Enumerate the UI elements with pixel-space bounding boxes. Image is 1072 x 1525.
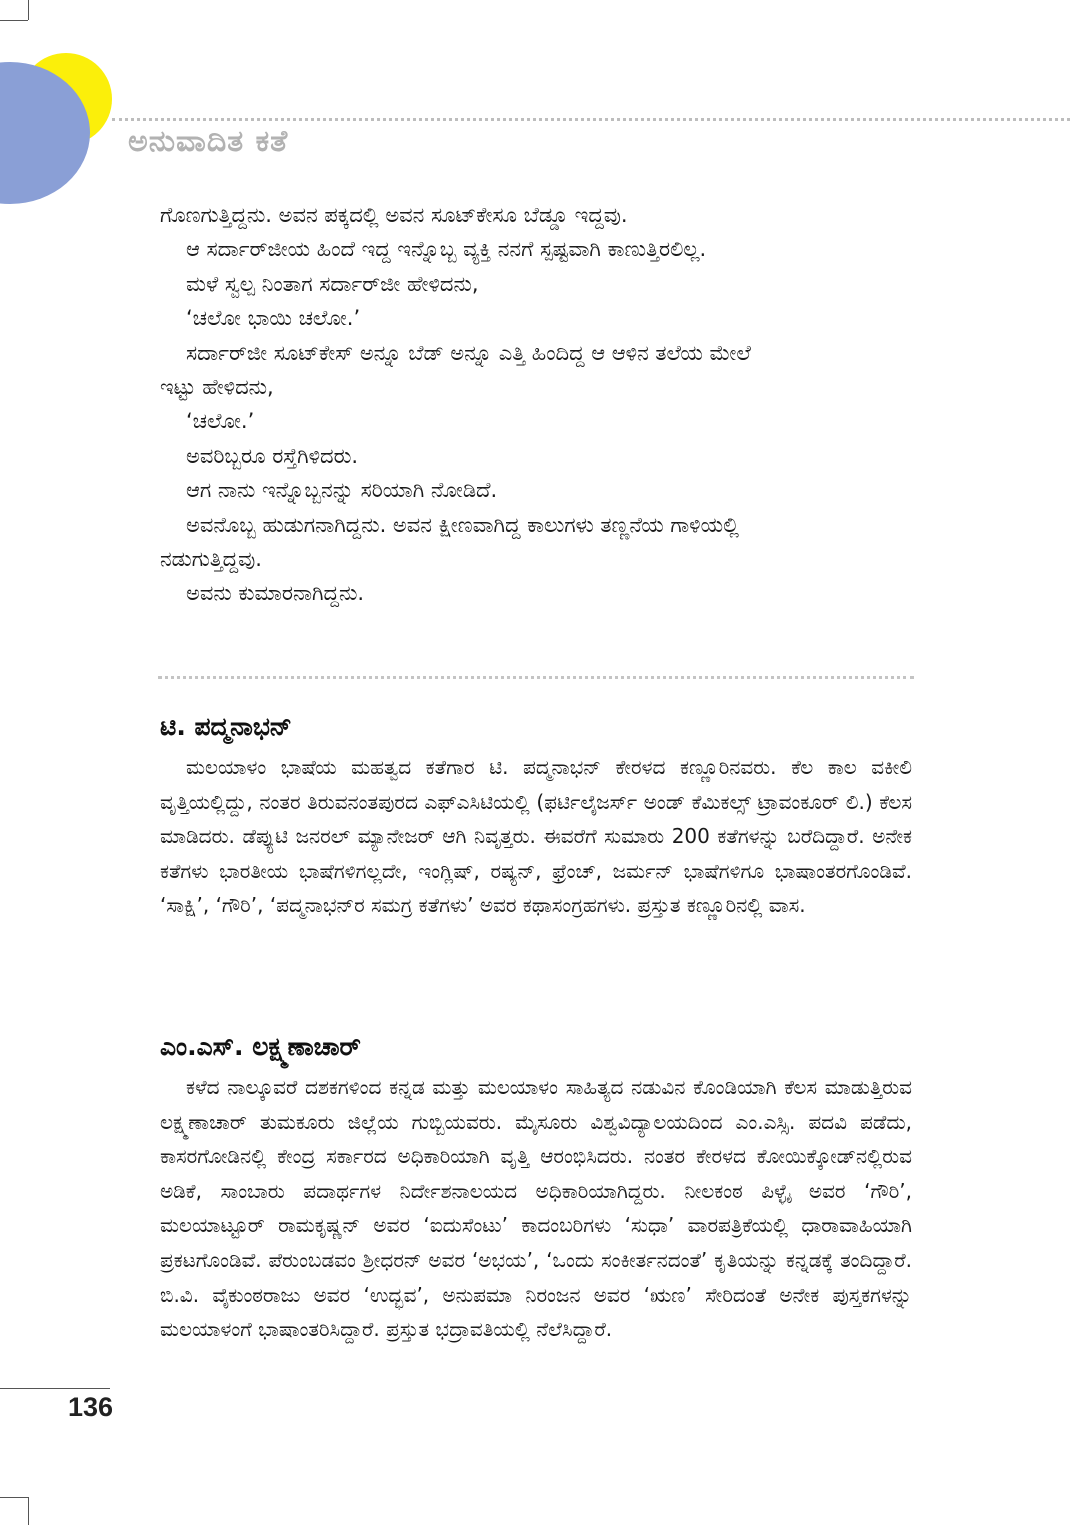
crop-mark-bottom-horizontal bbox=[0, 1497, 28, 1498]
story-paragraph: ಆ ಸರ್ದಾರ್‌ಜೀಯ ಹಿಂದೆ ಇದ್ದ ಇನ್ನೊಬ್ಬ ವ್ಯಕ್ತಿ ನನಗೆ ಸ್ಪಷ್ಟವಾಗಿ ಕಾಣುತ್ತಿರಲಿಲ್ಲ. bbox=[186, 237, 707, 262]
story-paragraph: ‘ಚಲೋ.’ bbox=[186, 409, 255, 434]
crop-mark-bottom-vertical bbox=[28, 1497, 29, 1525]
section-divider-dotted bbox=[158, 676, 914, 679]
story-paragraph: ಇಟ್ಟು ಹೇಳಿದನು, bbox=[160, 375, 274, 400]
story-paragraph: ಅವನು ಕುಮಾರನಾಗಿದ್ದನು. bbox=[186, 581, 365, 606]
author-heading-padmanabhan: ಟಿ. ಪದ್ಮನಾಭನ್ bbox=[160, 712, 292, 741]
crop-mark-top-horizontal bbox=[0, 20, 28, 21]
author-bio-padmanabhan: ಮಲಯಾಳಂ ಭಾಷೆಯ ಮಹತ್ವದ ಕತೆಗಾರ ಟಿ. ಪದ್ಮನಾಭನ್ ಕೇರಳದ ಕಣ್ಣೂರಿನವರು. ಕೆಲ ಕಾಲ ವಕೀಲಿ ವೃತ್ತಿಯಲ್ಲಿದ್ದು, ನಂತರ ತಿರುವನಂತಪುರದ ಎಫ್‌ಎಸಿಟಿಯಲ್ಲಿ (ಫರ್ಟಿಲೈಜರ್ಸ್ ಅಂಡ್ ಕೆಮಿಕಲ್ಸ್ ಟ್ರಾವಂಕೂರ್ ಲಿ.) ಕೆಲಸ ಮಾಡಿದರು. ಡೆಪ್ಯುಟಿ ಜನರಲ್ ಮ್ಯಾನೇಜರ್ ಆಗಿ ನಿವೃತ್ತರು. ಈವರೆಗೆ ಸುಮಾರು 200 ಕತೆಗಳನ್ನು ಬರೆದಿದ್ದಾರೆ. ಅನೇಕ ಕತೆಗಳು ಭಾರತೀಯ ಭಾಷೆಗಳಿಗಲ್ಲದೇ, ಇಂಗ್ಲಿಷ್, ರಷ್ಯನ್, ಫ್ರೆಂಚ್, ಜರ್ಮನ್ ಭಾಷೆಗಳಿಗೂ ಭಾಷಾಂತರಗೊಂಡಿವೆ. ‘ಸಾಕ್ಷಿ’, ‘ಗೌರಿ’, ‘ಪದ್ಮನಾಭನ್‌ರ ಸಮಗ್ರ ಕತೆಗಳು’ ಅವರ ಕಥಾಸಂಗ್ರಹಗಳು. ಪ್ರಸ್ತುತ ಕಣ್ಣೂರಿನಲ್ಲಿ ವಾಸ. bbox=[160, 755, 912, 918]
story-paragraph: ಅವರಿಬ್ಬರೂ ರಸ್ತೆಗಿಳಿದರು. bbox=[186, 443, 359, 468]
story-paragraph: ಗೊಣಗುತ್ತಿದ್ದನು. ಅವನ ಪಕ್ಕದಲ್ಲಿ ಅವನ ಸೂಟ್‌ಕೇಸೂ ಬೆಡ್ಡೂ ಇದ್ದವು. bbox=[160, 203, 628, 227]
author-bio-lakshmanachar: ಕಳೆದ ನಾಲ್ಕೂವರೆ ದಶಕಗಳಿಂದ ಕನ್ನಡ ಮತ್ತು ಮಲಯಾಳಂ ಸಾಹಿತ್ಯದ ನಡುವಿನ ಕೊಂಡಿಯಾಗಿ ಕೆಲಸ ಮಾಡುತ್ತಿರುವ ಲಕ್ಷ್ಮಣಾಚಾರ್ ತುಮಕೂರು ಜಿಲ್ಲೆಯ ಗುಬ್ಬಿಯವರು. ಮೈಸೂರು ವಿಶ್ವವಿದ್ಯಾಲಯದಿಂದ ಎಂ.ಎಸ್ಸಿ. ಪದವಿ ಪಡೆದು, ಕಾಸರಗೋಡಿನಲ್ಲಿ ಕೇಂದ್ರ ಸರ್ಕಾರದ ಅಧಿಕಾರಿಯಾಗಿ ವೃತ್ತಿ ಆರಂಭಿಸಿದರು. ನಂತರ ಕೇರಳದ ಕೋಯಿಕ್ಕೋಡ್‌ನಲ್ಲಿರುವ ಅಡಿಕೆ, ಸಾಂಬಾರು ಪದಾರ್ಥಗಳ ನಿರ್ದೇಶನಾಲಯದ ಅಧಿಕಾರಿಯಾಗಿದ್ದರು. ನೀಲಕಂಠ ಪಿಳ್ಳೈ ಅವರ ‘ಗೌರಿ’, ಮಲಯಾಟ್ಟೂರ್ ರಾಮಕೃಷ್ಣನ್ ಅವರ ‘ಐದುಸೆಂಟು’ ಕಾದಂಬರಿಗಳು ‘ಸುಧಾ’ ವಾರಪತ್ರಿಕೆಯಲ್ಲಿ ಧಾರಾವಾಹಿಯಾಗಿ ಪ್ರಕಟಗೊಂಡಿವೆ. ಪೆರುಂಬಡವಂ ಶ್ರೀಧರನ್ ಅವರ ‘ಅಭಯ’, ‘ಒಂದು ಸಂಕೀರ್ತನದಂತೆ’ ಕೃತಿಯನ್ನು ಕನ್ನಡಕ್ಕೆ ತಂದಿದ್ದಾರೆ. ಬಿ.ವಿ. ವೈಕುಂಠರಾಜು ಅವರ ‘ಉದ್ಭವ’, ಅನುಪಮಾ ನಿರಂಜನ ಅವರ ‘ಋಣ’ ಸೇರಿದಂತೆ ಅನೇಕ ಪುಸ್ತಕಗಳನ್ನು ಮಲಯಾಳಂಗೆ ಭಾಷಾಂತರಿಸಿದ್ದಾರೆ. ಪ್ರಸ್ತುತ ಭದ್ರಾವತಿಯಲ್ಲಿ ನೆಲೆಸಿದ್ದಾರೆ. bbox=[160, 1075, 912, 1342]
page-number: 136 bbox=[68, 1392, 114, 1422]
section-title: ಅನುವಾದಿತ ಕತೆ bbox=[128, 124, 289, 159]
footer-rule bbox=[0, 1388, 110, 1389]
story-paragraph: ಮಳೆ ಸ್ವಲ್ಪ ನಿಂತಾಗ ಸರ್ದಾರ್‌ಜೀ ಹೇಳಿದನು, bbox=[186, 271, 479, 296]
story-paragraph: ಸರ್ದಾರ್‌ಜೀ ಸೂಟ್‌ಕೇಸ್ ಅನ್ನೂ ಬೆಡ್ ಅನ್ನೂ ಎತ್ತಿ ಹಿಂದಿದ್ದ ಆ ಆಳಿನ ತಲೆಯ ಮೇಲೆ bbox=[186, 340, 751, 365]
crop-mark-top-vertical bbox=[28, 0, 29, 20]
author-heading-lakshmanachar: ಎಂ.ಎಸ್. ಲಕ್ಷ್ಮಣಾಚಾರ್ bbox=[160, 1032, 361, 1061]
story-paragraph: ಅವನೊಬ್ಬ ಹುಡುಗನಾಗಿದ್ದನು. ಅವನ ಕ್ಷೀಣವಾಗಿದ್ದ ಕಾಲುಗಳು ತಣ್ಣನೆಯ ಗಾಳಿಯಲ್ಲಿ bbox=[186, 512, 739, 537]
story-paragraph: ‘ಚಲೋ ಭಾಯಿ ಚಲೋ.’ bbox=[186, 306, 361, 331]
header-dotted-rule bbox=[112, 118, 1070, 121]
story-paragraph: ನಡುಗುತ್ತಿದ್ದವು. bbox=[160, 547, 262, 572]
story-paragraph: ಆಗ ನಾನು ಇನ್ನೊಬ್ಬನನ್ನು ಸರಿಯಾಗಿ ನೋಡಿದೆ. bbox=[186, 478, 498, 503]
story-text bbox=[160, 198, 920, 611]
